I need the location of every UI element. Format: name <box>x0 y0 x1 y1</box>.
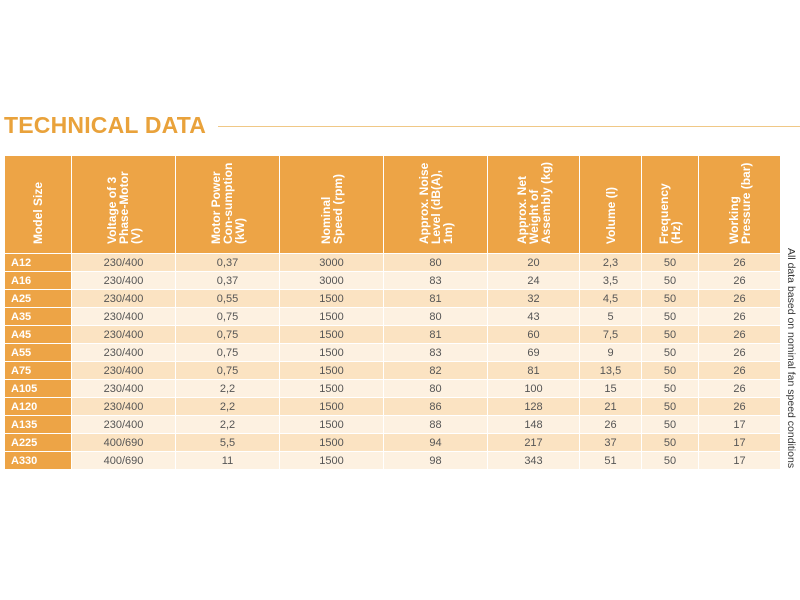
header-motor-power: Motor Power Con-sumption (kW) <box>176 156 280 254</box>
table-cell: 26 <box>699 308 781 326</box>
table-cell: 43 <box>488 308 580 326</box>
table-cell: 1500 <box>280 362 384 380</box>
header-volume: Volume (l) <box>580 156 642 254</box>
table-cell: 50 <box>642 290 699 308</box>
header-working-pressure: Working Pressure (bar) <box>699 156 781 254</box>
table-cell: 0,55 <box>176 290 280 308</box>
table-cell: 50 <box>642 308 699 326</box>
table-cell: 50 <box>642 254 699 272</box>
table-cell: 1500 <box>280 416 384 434</box>
table-cell: 2,2 <box>176 380 280 398</box>
table-cell: 50 <box>642 344 699 362</box>
table-cell: 69 <box>488 344 580 362</box>
table-cell: 0,75 <box>176 308 280 326</box>
table-cell: 1500 <box>280 380 384 398</box>
table-cell: 1500 <box>280 326 384 344</box>
footnote: All data based on nominal fan speed conditions <box>785 248 797 469</box>
table-cell: 17 <box>699 452 781 470</box>
table-cell: 1500 <box>280 452 384 470</box>
table-cell: 217 <box>488 434 580 452</box>
table-cell: 24 <box>488 272 580 290</box>
table-cell: 0,37 <box>176 254 280 272</box>
table-cell: 230/400 <box>72 344 176 362</box>
table-cell: 80 <box>384 254 488 272</box>
header-frequency: Frequency (Hz) <box>642 156 699 254</box>
table-cell: 1500 <box>280 308 384 326</box>
title-divider <box>218 126 800 127</box>
table-cell: 20 <box>488 254 580 272</box>
table-cell: 1500 <box>280 434 384 452</box>
table-cell: 1500 <box>280 344 384 362</box>
page-title: TECHNICAL DATA <box>4 112 207 138</box>
table-cell: 128 <box>488 398 580 416</box>
table-row <box>5 272 781 290</box>
table-cell: 51 <box>580 452 642 470</box>
table-cell: 32 <box>488 290 580 308</box>
table-cell: 230/400 <box>72 326 176 344</box>
table-cell: 88 <box>384 416 488 434</box>
table-row <box>5 326 781 344</box>
table-cell: 26 <box>699 272 781 290</box>
table-cell: 3000 <box>280 272 384 290</box>
table-cell: 0,75 <box>176 326 280 344</box>
model-size-cell: A25 <box>5 290 72 308</box>
table-cell: 230/400 <box>72 416 176 434</box>
table-cell: 230/400 <box>72 398 176 416</box>
table-cell: 2,2 <box>176 416 280 434</box>
header-noise-level: Approx. Noise Level (dB(A), 1m) <box>384 156 488 254</box>
table-row <box>5 290 781 308</box>
table-cell: 81 <box>384 326 488 344</box>
model-size-cell: A12 <box>5 254 72 272</box>
model-size-cell: A135 <box>5 416 72 434</box>
table-cell: 26 <box>699 344 781 362</box>
table-cell: 2,2 <box>176 398 280 416</box>
table-cell: 343 <box>488 452 580 470</box>
table-cell: 26 <box>580 416 642 434</box>
table-cell: 7,5 <box>580 326 642 344</box>
table-row <box>5 380 781 398</box>
table-cell: 37 <box>580 434 642 452</box>
table-cell: 5 <box>580 308 642 326</box>
table-cell: 94 <box>384 434 488 452</box>
table-cell: 60 <box>488 326 580 344</box>
table-cell: 0,37 <box>176 272 280 290</box>
model-size-cell: A225 <box>5 434 72 452</box>
table-cell: 50 <box>642 434 699 452</box>
table-row <box>5 344 781 362</box>
table-cell: 26 <box>699 380 781 398</box>
table-row <box>5 434 781 452</box>
model-size-cell: A120 <box>5 398 72 416</box>
table-cell: 2,3 <box>580 254 642 272</box>
table-cell: 81 <box>488 362 580 380</box>
table-cell: 100 <box>488 380 580 398</box>
header-net-weight: Approx. Net Weight of Assembly (kg) <box>488 156 580 254</box>
table-cell: 11 <box>176 452 280 470</box>
table-cell: 230/400 <box>72 308 176 326</box>
table-row <box>5 308 781 326</box>
table-cell: 13,5 <box>580 362 642 380</box>
model-size-cell: A35 <box>5 308 72 326</box>
table-cell: 21 <box>580 398 642 416</box>
model-size-cell: A105 <box>5 380 72 398</box>
table-cell: 98 <box>384 452 488 470</box>
table-cell: 50 <box>642 272 699 290</box>
table-cell: 1500 <box>280 290 384 308</box>
table-cell: 83 <box>384 272 488 290</box>
table-cell: 17 <box>699 434 781 452</box>
table-cell: 26 <box>699 362 781 380</box>
model-size-cell: A55 <box>5 344 72 362</box>
table-cell: 230/400 <box>72 254 176 272</box>
table-row <box>5 452 781 470</box>
table-cell: 9 <box>580 344 642 362</box>
header-nominal-speed: Nominal Speed (rpm) <box>280 156 384 254</box>
table-cell: 80 <box>384 380 488 398</box>
model-size-cell: A16 <box>5 272 72 290</box>
table-cell: 148 <box>488 416 580 434</box>
model-size-cell: A330 <box>5 452 72 470</box>
table-cell: 0,75 <box>176 344 280 362</box>
table-cell: 50 <box>642 398 699 416</box>
table-cell: 26 <box>699 290 781 308</box>
table-cell: 17 <box>699 416 781 434</box>
table-cell: 400/690 <box>72 434 176 452</box>
table-cell: 1500 <box>280 398 384 416</box>
table-cell: 50 <box>642 326 699 344</box>
table-cell: 3000 <box>280 254 384 272</box>
table-cell: 3,5 <box>580 272 642 290</box>
table-cell: 83 <box>384 344 488 362</box>
table-cell: 5,5 <box>176 434 280 452</box>
technical-data-table <box>4 155 781 470</box>
table-row <box>5 254 781 272</box>
table-cell: 230/400 <box>72 362 176 380</box>
table-row <box>5 362 781 380</box>
table-row <box>5 398 781 416</box>
table-cell: 4,5 <box>580 290 642 308</box>
table-cell: 230/400 <box>72 290 176 308</box>
table-cell: 82 <box>384 362 488 380</box>
table-cell: 26 <box>699 398 781 416</box>
table-cell: 50 <box>642 452 699 470</box>
header-row <box>5 156 781 254</box>
table-cell: 0,75 <box>176 362 280 380</box>
table-cell: 26 <box>699 254 781 272</box>
table-cell: 26 <box>699 326 781 344</box>
table-cell: 50 <box>642 416 699 434</box>
table-cell: 400/690 <box>72 452 176 470</box>
table-cell: 230/400 <box>72 380 176 398</box>
table-cell: 50 <box>642 362 699 380</box>
model-size-cell: A45 <box>5 326 72 344</box>
table-cell: 50 <box>642 380 699 398</box>
header-model-size: Model Size <box>5 156 72 254</box>
table-cell: 86 <box>384 398 488 416</box>
header-voltage: Voltage of 3 Phase-Motor (V) <box>72 156 176 254</box>
table-body <box>5 254 781 470</box>
table-row <box>5 416 781 434</box>
table-cell: 80 <box>384 308 488 326</box>
table-cell: 81 <box>384 290 488 308</box>
model-size-cell: A75 <box>5 362 72 380</box>
table-cell: 15 <box>580 380 642 398</box>
table-cell: 230/400 <box>72 272 176 290</box>
